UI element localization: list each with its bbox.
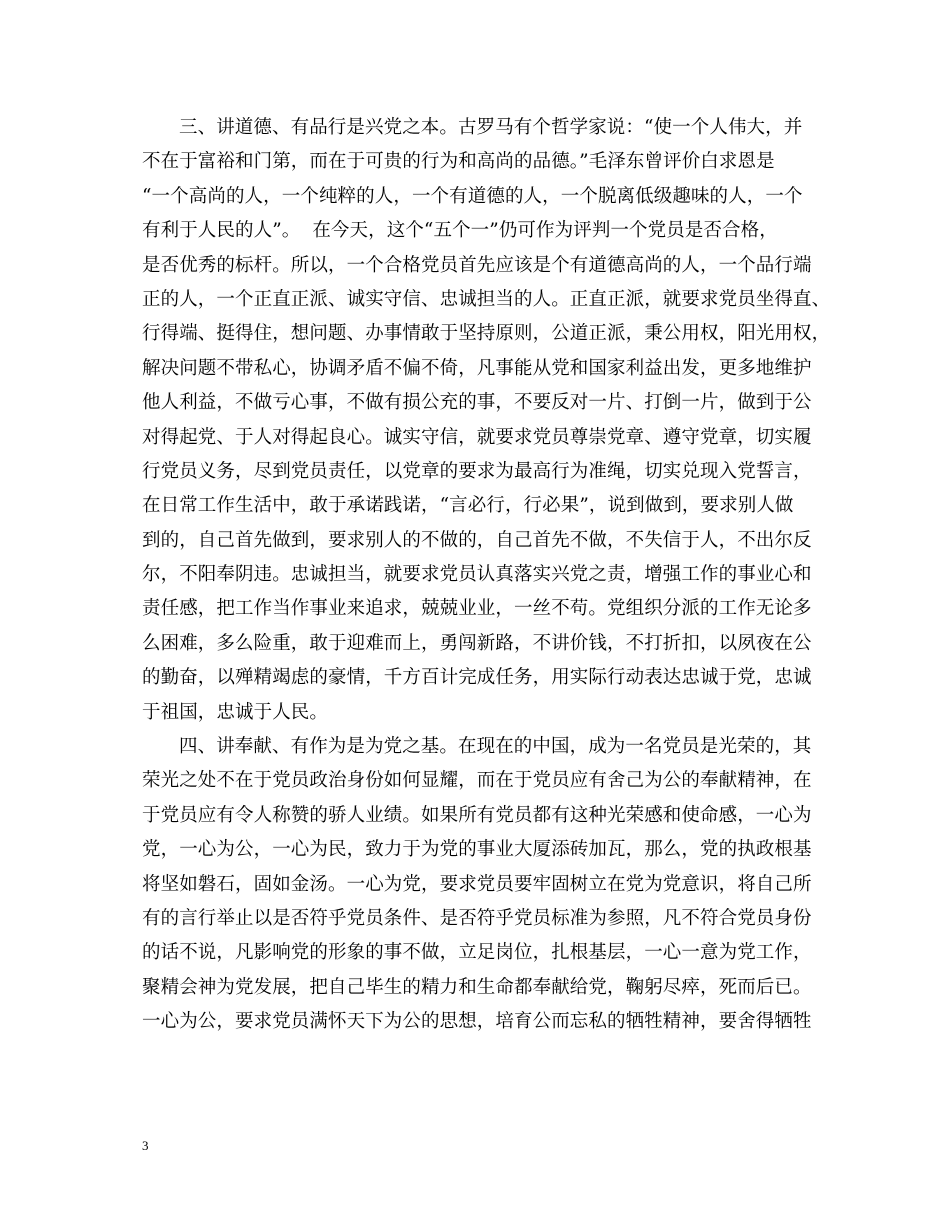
paragraph-line: 有的言行举止以是否符乎党员条件、是否符乎党员标准为参照，凡不符合党员身份 xyxy=(142,907,812,929)
paragraph-line: 正的人，一个正直正派、诚实守信、忠诚担当的人。正直正派，就要求党员坐得直、 xyxy=(142,288,831,310)
paragraph-line: 到的，自己首先做到，要求别人的不做的，自己首先不做，不失信于人，不出尔反 xyxy=(142,529,812,551)
paragraph-line: 是否优秀的标杆。所以，一个合格党员首先应该是个有道德高尚的人，一个品行端 xyxy=(142,254,812,276)
paragraph-line: 荣光之处不在于党员政治身份如何显耀，而在于党员应有舍己为公的奉献精神，在 xyxy=(142,770,812,792)
paragraph-line: 么困难，多么险重，敢于迎难而上，勇闯新路，不讲价钱，不打折扣，以夙夜在公 xyxy=(142,632,812,654)
paragraph-line: 尔，不阳奉阴违。忠诚担当，就要求党员认真落实兴党之责，增强工作的事业心和 xyxy=(142,564,812,586)
page-number: 3 xyxy=(142,1138,149,1153)
paragraph-line: 四、讲奉献、有作为是为党之基。在现在的中国，成为一名党员是光荣的，其 xyxy=(179,736,812,758)
paragraph-line: 不在于富裕和门第，而在于可贵的行为和高尚的品德。”毛泽东曾评价白求恩是 xyxy=(142,151,775,173)
body-text xyxy=(142,111,831,1040)
paragraph-line: 行得端、挺得住，想问题、办事情敢于坚持原则，公道正派，秉公用权，阳光用权， xyxy=(142,323,831,345)
paragraph-line: 责任感，把工作当作事业来追求，兢兢业业，一丝不苟。党组织分派的工作无论多 xyxy=(142,598,812,620)
paragraph-line: 的勤奋，以殚精竭虑的豪情，千方百计完成任务，用实际行动表达忠诚于党，忠诚 xyxy=(142,667,812,689)
paragraph-line: 将坚如磐石，固如金汤。一心为党，要求党员要牢固树立在党为党意识，将自己所 xyxy=(142,873,812,895)
paragraph-line: 聚精会神为党发展，把自己毕生的精力和生命都奉献给党，鞠躬尽瘁，死而后已。 xyxy=(142,976,812,998)
paragraph-line: 有利于人民的人”。 在今天，这个“五个一”仍可作为评判一个党员是否合格， xyxy=(142,220,778,242)
paragraph-line: 对得起党、于人对得起良心。诚实守信，就要求党员尊崇党章、遵守党章，切实履 xyxy=(142,426,812,448)
paragraph-line: 解决问题不带私心，协调矛盾不偏不倚，凡事能从党和国家利益出发，更多地维护 xyxy=(142,357,812,379)
paragraph-line: 三、讲道德、有品行是兴党之本。古罗马有个哲学家说：“使一个人伟大，并 xyxy=(179,117,803,138)
paragraph-line: 于党员应有令人称赞的骄人业绩。如果所有党员都有这种光荣感和使命感，一心为 xyxy=(142,804,812,826)
paragraph-line: “一个高尚的人，一个纯粹的人，一个有道德的人，一个脱离低级趣味的人，一个 xyxy=(142,185,803,207)
paragraph-line: 他人利益，不做亏心事，不做有损公充的事，不要反对一片、打倒一片，做到于公 xyxy=(142,392,812,414)
paragraph-line: 的话不说，凡影响党的形象的事不做，立足岗位，扎根基层，一心一意为党工作， xyxy=(142,942,812,964)
paragraph-line: 行党员义务，尽到党员责任，以党章的要求为最高行为准绳，切实兑现入党誓言， xyxy=(142,460,812,482)
paragraph-line: 党，一心为公，一心为民，致力于为党的事业大厦添砖加瓦，那么，党的执政根基 xyxy=(142,839,812,861)
paragraph-line: 在日常工作生活中，敢于承诺践诺，“言必行，行必果”，说到做到，要求别人做 xyxy=(142,495,794,517)
paragraph-line: 一心为公，要求党员满怀天下为公的思想，培育公而忘私的牺牲精神，要舍得牺牲 xyxy=(142,1011,812,1033)
paragraph-line: 于祖国，忠诚于人民。 xyxy=(142,701,329,723)
